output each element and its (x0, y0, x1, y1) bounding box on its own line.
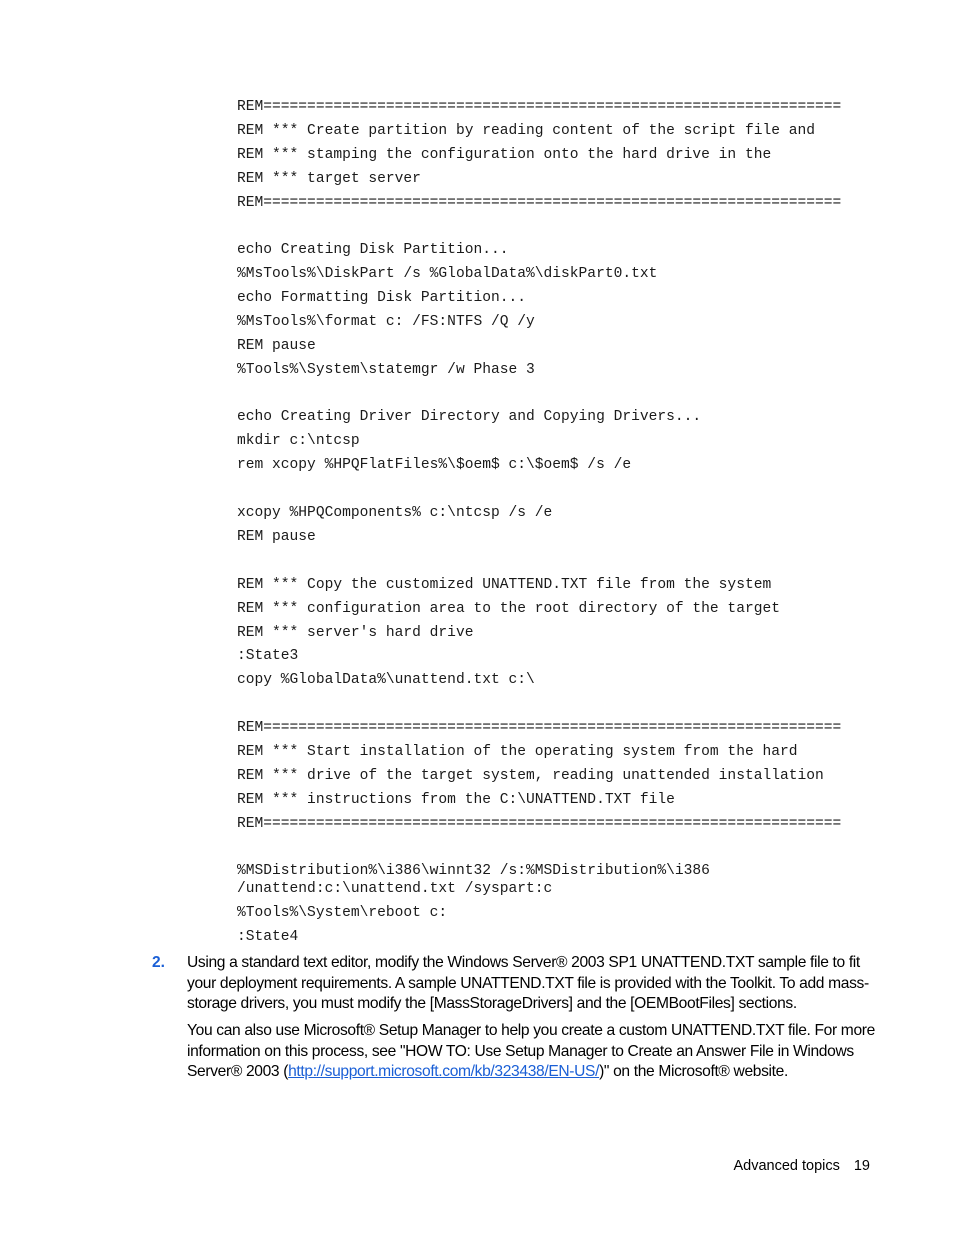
code-line: rem xcopy %HPQFlatFiles%\$oem$ c:\$oem$ /s /e (237, 457, 632, 473)
code-line: %MSDistribution%\i386\winnt32 /s:%MSDistribution%\i386 (237, 863, 710, 879)
code-line: echo Formatting Disk Partition... (237, 290, 527, 306)
code-line: mkdir c:\ntcsp (237, 433, 360, 449)
footer-section-title: Advanced topics (733, 1158, 840, 1174)
code-line: REM *** stamping the configuration onto the hard drive in the (237, 147, 772, 163)
code-line: %MsTools%\format c: /FS:NTFS /Q /y (237, 314, 535, 330)
code-line: REM *** instructions from the C:\UNATTEND.TXT file (237, 792, 675, 808)
microsoft-kb-link[interactable]: http://support.microsoft.com/kb/323438/EN-US/ (288, 1063, 600, 1081)
code-line: REM *** drive of the target system, reading unattended installation (237, 768, 824, 784)
code-line: copy %GlobalData%\unattend.txt c:\ (237, 672, 535, 688)
code-line: xcopy %HPQComponents% c:\ntcsp /s /e (237, 505, 553, 521)
page-footer (733, 1158, 870, 1174)
code-line: REM================================================================== (237, 816, 842, 832)
code-line: REM================================================================== (237, 195, 842, 211)
code-line: REM================================================================== (237, 99, 842, 115)
code-line: echo Creating Driver Directory and Copying Drivers... (237, 409, 702, 425)
code-line: REM *** target server (237, 171, 421, 187)
code-line: REM================================================================== (237, 720, 842, 736)
code-line: REM pause (237, 338, 316, 354)
step-number: 2. (152, 954, 165, 971)
code-line: REM *** server's hard drive (237, 625, 474, 641)
code-line: %Tools%\System\reboot c: (237, 905, 448, 921)
code-line: REM *** Create partition by reading content of the script file and (237, 123, 816, 139)
code-line: REM *** Start installation of the operating system from the hard (237, 744, 798, 760)
code-line: %Tools%\System\statemgr /w Phase 3 (237, 362, 535, 378)
page-number: 19 (853, 1158, 870, 1174)
code-line: :State3 (237, 648, 299, 664)
code-line: %MsTools%\DiskPart /s %GlobalData%\diskPart0.txt (237, 266, 658, 282)
step-paragraph: Using a standard text editor, modify the Windows Server® 2003 SP1 UNATTEND.TXT sample file to fit your deployment requirements. A sample UNATTEND.TXT file is provided with the Toolkit. To add mass-storage drivers, you must modify the [MassStorageDrivers] and the [OEMBootFiles] sections. (187, 954, 869, 1013)
paragraph-text: )" on the Microsoft® website. (599, 1063, 788, 1081)
paragraph-text: You can also use Microsoft® Setup Manager to help you create a custom UNATTEND.TXT file. For more information on this process, see "HOW TO: Use Setup Manager to Create an Answer File in Windows Server® 2003 ( (187, 1022, 875, 1081)
code-line: /unattend:c:\unattend.txt /syspart:c (237, 881, 553, 897)
code-line: echo Creating Disk Partition... (237, 242, 509, 258)
code-line: REM pause (237, 529, 316, 545)
code-line: REM *** Copy the customized UNATTEND.TXT file from the system (237, 577, 772, 593)
code-line: REM *** configuration area to the root directory of the target (237, 601, 780, 617)
setup-manager-paragraph (187, 1021, 877, 1083)
code-line: :State4 (237, 929, 299, 945)
